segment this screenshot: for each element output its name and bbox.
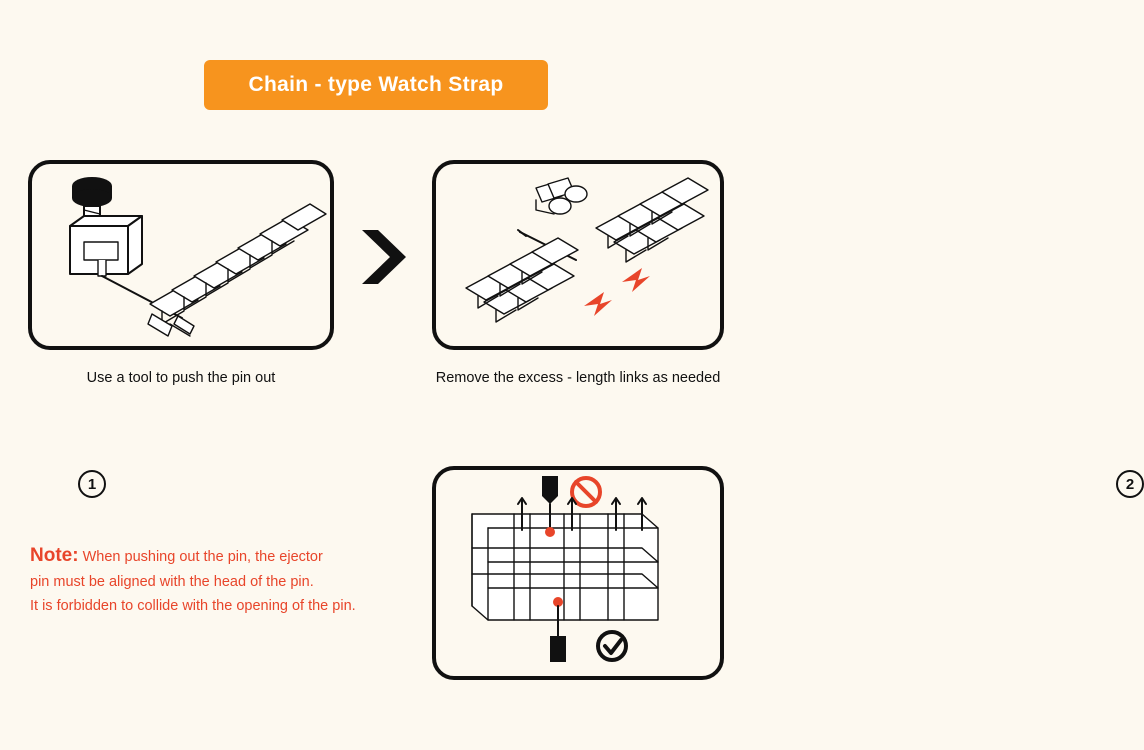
note-line-1: When pushing out the pin, the ejector	[82, 549, 323, 565]
note-label: Note:	[30, 545, 79, 566]
red-arrow-icon	[584, 268, 650, 316]
note-line-3: It is forbidden to collide with the opening of the pin.	[30, 598, 356, 615]
watch-strap-pin-push-tool-illustration	[32, 164, 330, 346]
pin-alignment-detail-illustration	[436, 470, 720, 676]
pin-alignment-detail-panel	[432, 466, 724, 680]
page-title: Chain - type Watch Strap	[248, 73, 504, 96]
step-2-caption: Remove the excess - length links as needed	[435, 370, 721, 386]
title-banner	[204, 60, 548, 110]
note-line-2: pin must be aligned with the head of the pin.	[30, 574, 314, 591]
watch-strap-links-removed-illustration	[436, 164, 720, 346]
note-block	[30, 540, 420, 619]
step-1-badge: 1	[78, 470, 106, 498]
step-1-caption: Use a tool to push the pin out	[86, 370, 276, 386]
step-2-badge: 2	[1116, 470, 1144, 498]
chevron-right-arrow-icon	[356, 228, 410, 286]
forbidden-icon	[572, 478, 600, 506]
check-icon	[598, 632, 626, 660]
